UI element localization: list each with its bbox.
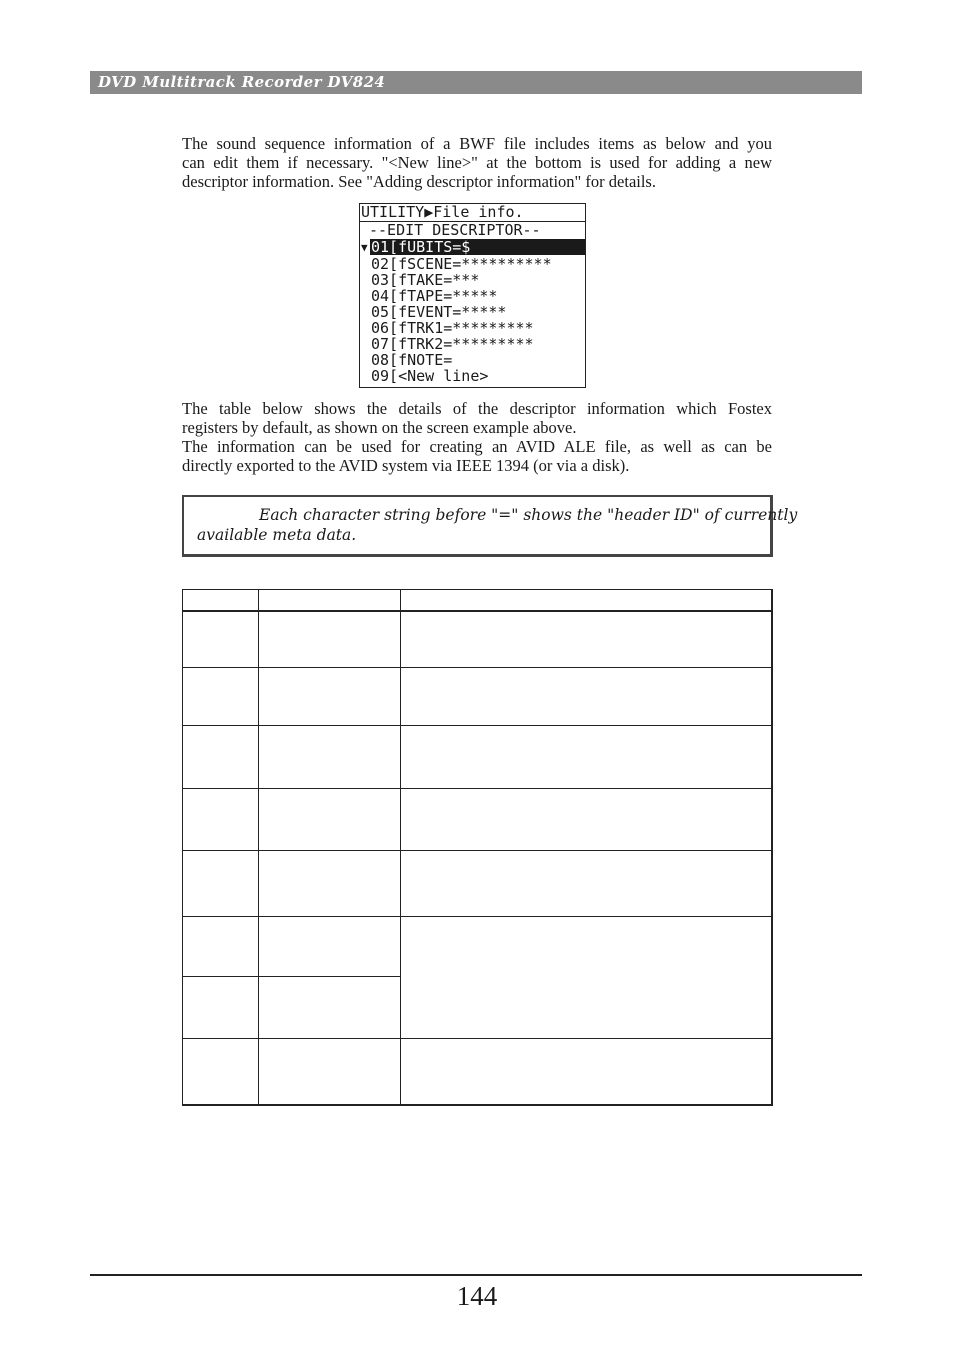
lcd-item: 08[fNOTE= [371, 351, 453, 369]
table-rule [182, 976, 400, 977]
running-header [90, 71, 862, 94]
lcd-item: 09[<New line> [371, 367, 489, 385]
note-text: available meta data. [197, 526, 357, 544]
footer-rule [90, 1274, 862, 1276]
lcd-item: 02[fSCENE=********** [371, 255, 552, 273]
table-bottom-rule [182, 1104, 773, 1106]
note-box [182, 495, 798, 557]
table-rule [771, 589, 773, 1106]
table-rule [182, 725, 773, 726]
details-line: directly exported to the AVID system via IEEE 1394 (or via a disk). [182, 456, 630, 475]
table-rule [182, 589, 773, 590]
lcd-item: 07[fTRK2=********* [371, 335, 534, 353]
lcd-item-selected: 01[fUBITS=$ [370, 239, 585, 255]
running-header-title: DVD Multitrack Recorder DV824 [98, 73, 386, 91]
details-line: registers by default, as shown on the screen example above. [182, 418, 577, 437]
table-rule [182, 916, 773, 917]
intro-line: The sound sequence information of a BWF file includes items as below and you [182, 134, 772, 153]
table-rule [182, 667, 773, 668]
lcd-item: 04[fTAPE=***** [371, 287, 498, 305]
details-line: The table below shows the details of the descriptor information which Fostex [182, 399, 772, 418]
table-rule [400, 589, 401, 1104]
table-rule [182, 850, 773, 851]
lcd-subtitle: --EDIT DESCRIPTOR-- [369, 221, 541, 239]
lcd-item: 05[fEVENT=***** [371, 303, 507, 321]
cursor-down-icon: ▼ [361, 241, 368, 254]
intro-line: can edit them if necessary. "<New line>" at the bottom is used for adding a new [182, 153, 772, 172]
note-text: Each character string before "=" shows the "header ID" of currently [259, 506, 798, 524]
details-paragraph [182, 399, 772, 475]
lcd-item: 03[fTAKE=*** [371, 271, 480, 289]
lcd-title: UTILITY▶File info. [360, 204, 585, 222]
descriptor-table [182, 589, 773, 1106]
table-rule [258, 589, 259, 1106]
table-rule [182, 589, 183, 1106]
details-line: The information can be used for creating an AVID ALE file, as well as can be [182, 437, 772, 456]
lcd-screen [359, 203, 586, 388]
lcd-item: 06[fTRK1=********* [371, 319, 534, 337]
table-header-rule [182, 610, 773, 612]
page-number: 144 [456, 1281, 498, 1311]
table-rule [182, 1038, 773, 1039]
table-rule [182, 788, 773, 789]
intro-paragraph [182, 134, 772, 191]
intro-line: descriptor information. See "Adding descriptor information" for details. [182, 172, 656, 191]
